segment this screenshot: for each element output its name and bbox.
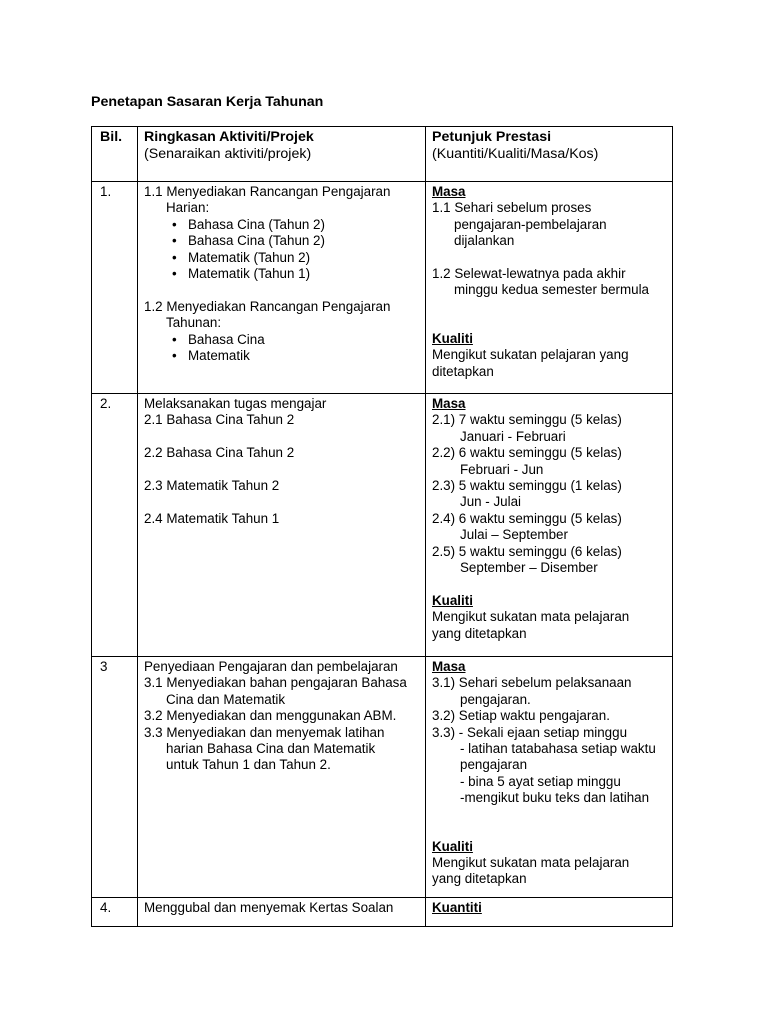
table-row [92, 182, 673, 394]
indicator-line: pengajaran-pembelajaran [454, 216, 607, 232]
activity-line: Harian: [166, 200, 210, 216]
row-number: 4. [100, 900, 112, 915]
kualiti-label: Kualiti [432, 838, 473, 854]
table-header-row [92, 127, 673, 182]
bullet-icon: • [172, 233, 177, 249]
bullet-list [144, 217, 419, 283]
indicator-line: Mengikut sukatan pelajaran yang [432, 347, 629, 363]
activity-line: Melaksanakan tugas mengajar [144, 396, 327, 411]
bullet-icon: • [172, 348, 177, 364]
masa-label: Masa [432, 396, 466, 411]
activity-line: 2.1 Bahasa Cina Tahun 2 [144, 412, 295, 428]
indicator-line: -mengikut buku teks dan latihan [460, 790, 650, 806]
activity-cell [138, 182, 426, 394]
activity-line: harian Bahasa Cina dan Matematik [166, 741, 376, 757]
activity-line: Cina dan Matematik [166, 691, 286, 707]
indicator-line: Mengikut sukatan mata pelajaran [432, 609, 630, 625]
indicator-line: Jun - Julai [460, 494, 522, 510]
indicator-line: yang ditetapkan [432, 625, 527, 641]
document-title: Penetapan Sasaran Kerja Tahunan [91, 94, 324, 110]
activity-line: 3.2 Menyediakan dan menggunakan ABM. [144, 708, 397, 724]
indicator-line: pengajaran. [460, 691, 531, 707]
list-item: • Bahasa Cina [172, 331, 265, 347]
indicator-line: Mengikut sukatan mata pelajaran [432, 855, 630, 871]
header-indicator-subtitle: (Kuantiti/Kualiti/Masa/Kos) [432, 146, 599, 162]
indicator-line: Julai – September [460, 527, 568, 543]
bil-cell [92, 657, 138, 898]
activity-line: Menggubal dan menyemak Kertas Soalan [144, 900, 394, 915]
indicator-cell [426, 898, 673, 927]
activity-line: 3.1 Menyediakan bahan pengajaran Bahasa [144, 675, 407, 691]
indicator-line: Februari - Jun [460, 461, 544, 477]
activity-line: 2.3 Matematik Tahun 2 [144, 478, 280, 493]
bullet-icon: • [172, 216, 177, 232]
indicator-line: 1.2 Selewat-lewatnya pada akhir [432, 266, 626, 282]
kualiti-label: Kualiti [432, 592, 473, 608]
kualiti-label: Kualiti [432, 330, 473, 346]
indicator-line: Januari - Februari [460, 428, 566, 444]
indicator-line: pengajaran [460, 757, 528, 773]
header-bil: Bil. [100, 129, 123, 145]
activity-line: Penyediaan Pengajaran dan pembelajaran [144, 659, 398, 674]
row-number: 1. [100, 184, 112, 199]
indicator-line: 2.3) 5 waktu seminggu (1 kelas) [432, 478, 622, 494]
indicator-line: 1.1 Sehari sebelum proses [432, 200, 592, 216]
indicator-line: 3.3) - Sekali ejaan setiap minggu [432, 724, 628, 740]
annual-target-table [91, 126, 673, 927]
bullet-icon: • [172, 331, 177, 347]
list-item: • Bahasa Cina (Tahun 2) [172, 233, 325, 249]
row-number: 3 [100, 659, 108, 674]
table-row [92, 657, 673, 898]
indicator-cell [426, 657, 673, 898]
indicator-cell [426, 182, 673, 394]
activity-line: 3.3 Menyediakan dan menyemak latihan [144, 724, 385, 740]
list-item: • Matematik [172, 348, 250, 364]
header-indicator-cell [426, 127, 673, 182]
activity-cell [138, 898, 426, 927]
indicator-line: 3.1) Sehari sebelum pelaksanaan [432, 675, 632, 691]
indicator-cell [426, 394, 673, 657]
indicator-line: 3.2) Setiap waktu pengajaran. [432, 708, 610, 724]
list-item: • Matematik (Tahun 2) [172, 249, 311, 265]
indicator-line: dijalankan [454, 233, 515, 249]
bil-cell [92, 182, 138, 394]
indicator-line: ditetapkan [432, 363, 494, 379]
indicator-line: yang ditetapkan [432, 871, 527, 887]
table-row [92, 394, 673, 657]
indicator-line: - latihan tatabahasa setiap waktu [460, 741, 656, 757]
indicator-line: 2.4) 6 waktu seminggu (5 kelas) [432, 510, 622, 526]
indicator-line: minggu kedua semester bermula [454, 282, 650, 298]
masa-label: Masa [432, 184, 466, 199]
list-item: • Bahasa Cina (Tahun 2) [172, 216, 325, 232]
kuantiti-label: Kuantiti [432, 900, 482, 915]
activity-line: 1.1 Menyediakan Rancangan Pengajaran [144, 184, 391, 199]
header-activity-subtitle: (Senaraikan aktiviti/projek) [144, 146, 312, 162]
header-indicator-title: Petunjuk Prestasi [432, 129, 552, 145]
activity-line: 2.2 Bahasa Cina Tahun 2 [144, 445, 295, 461]
header-bil-cell [92, 127, 138, 182]
list-item: • Matematik (Tahun 1) [172, 266, 311, 282]
bil-cell [92, 898, 138, 927]
indicator-line: - bina 5 ayat setiap minggu [460, 773, 621, 789]
indicator-line: 2.5) 5 waktu seminggu (6 kelas) [432, 543, 622, 559]
indicator-line: September – Disember [460, 560, 598, 576]
header-activity-title: Ringkasan Aktiviti/Projek [144, 129, 314, 145]
indicator-line: 2.1) 7 waktu seminggu (5 kelas) [432, 412, 622, 428]
activity-cell [138, 657, 426, 898]
bullet-icon: • [172, 249, 177, 265]
header-activity-cell [138, 127, 426, 182]
indicator-line: 2.2) 6 waktu seminggu (5 kelas) [432, 445, 622, 461]
activity-line: 2.4 Matematik Tahun 1 [144, 510, 280, 526]
bullet-list [144, 332, 419, 365]
activity-line: 1.2 Menyediakan Rancangan Pengajaran [144, 298, 391, 314]
bullet-icon: • [172, 266, 177, 282]
activity-line: untuk Tahun 1 dan Tahun 2. [166, 757, 331, 773]
table-row [92, 898, 673, 927]
masa-label: Masa [432, 659, 466, 674]
bil-cell [92, 394, 138, 657]
row-number: 2. [100, 396, 112, 411]
activity-cell [138, 394, 426, 657]
activity-line: Tahunan: [166, 315, 222, 331]
